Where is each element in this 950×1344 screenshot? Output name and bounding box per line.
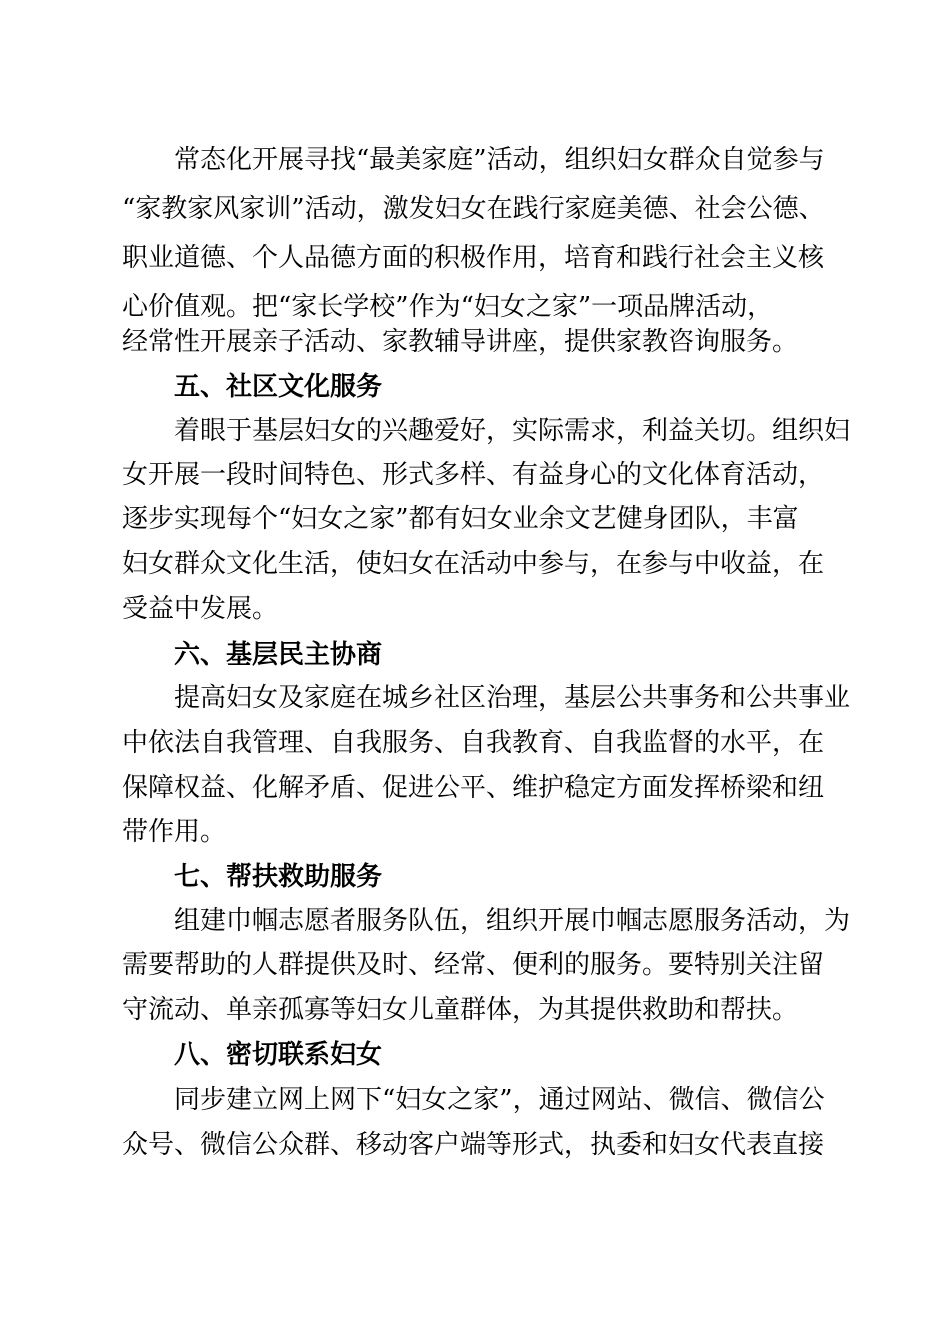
section-heading: 六、基层民主协商 — [122, 640, 383, 670]
paragraph-line: 职业道德、个人品德方面的积极作用，培育和践行社会主义核 — [122, 243, 825, 273]
paragraph-line: 经常性开展亲子活动、家教辅导讲座，提供家教咨询服务。 — [122, 327, 799, 357]
paragraph-line: 同步建立网上网下“妇女之家”，通过网站、微信、微信公 — [122, 1085, 825, 1115]
paragraph-line: 需要帮助的人群提供及时、经常、便利的服务。要特别关注留 — [122, 950, 825, 980]
section-heading: 七、帮扶救助服务 — [122, 862, 383, 892]
paragraph-line: 带作用。 — [122, 817, 227, 847]
paragraph-line: 组建巾帼志愿者服务队伍，组织开展巾帼志愿服务活动，为 — [122, 906, 851, 936]
paragraph-line: 众号、微信公众群、移动客户端等形式，执委和妇女代表直接 — [122, 1130, 825, 1160]
paragraph-line: 着眼于基层妇女的兴趣爱好，实际需求，利益关切。组织妇 — [122, 416, 851, 446]
paragraph-line: 守流动、单亲孤寡等妇女儿童群体，为其提供救助和帮扶。 — [122, 995, 799, 1025]
paragraph-line: 中依法自我管理、自我服务、自我教育、自我监督的水平，在 — [122, 728, 825, 758]
paragraph-line: 保障权益、化解矛盾、促进公平、维护稳定方面发挥桥梁和纽 — [122, 773, 825, 803]
section-heading: 八、密切联系妇女 — [122, 1040, 383, 1070]
paragraph-line: 提高妇女及家庭在城乡社区治理，基层公共事务和公共事业 — [122, 683, 851, 713]
paragraph-line: 女开展一段时间特色、形式多样、有益身心的文化体育活动， — [122, 460, 825, 490]
paragraph-line: 受益中发展。 — [122, 594, 279, 624]
paragraph-line: “家教家风家训”活动，激发妇女在践行家庭美德、社会公德、 — [122, 194, 825, 224]
paragraph-line: 逐步实现每个“妇女之家”都有妇女业余文艺健身团队，丰富 — [122, 504, 799, 534]
section-heading: 五、社区文化服务 — [122, 372, 383, 402]
paragraph-line: 心价值观。把“家长学校”作为“妇女之家”一项品牌活动， — [122, 292, 774, 322]
paragraph-line: 妇女群众文化生活，使妇女在活动中参与，在参与中收益，在 — [122, 549, 825, 579]
paragraph-line: 常态化开展寻找“最美家庭”活动，组织妇女群众自觉参与 — [122, 145, 825, 175]
